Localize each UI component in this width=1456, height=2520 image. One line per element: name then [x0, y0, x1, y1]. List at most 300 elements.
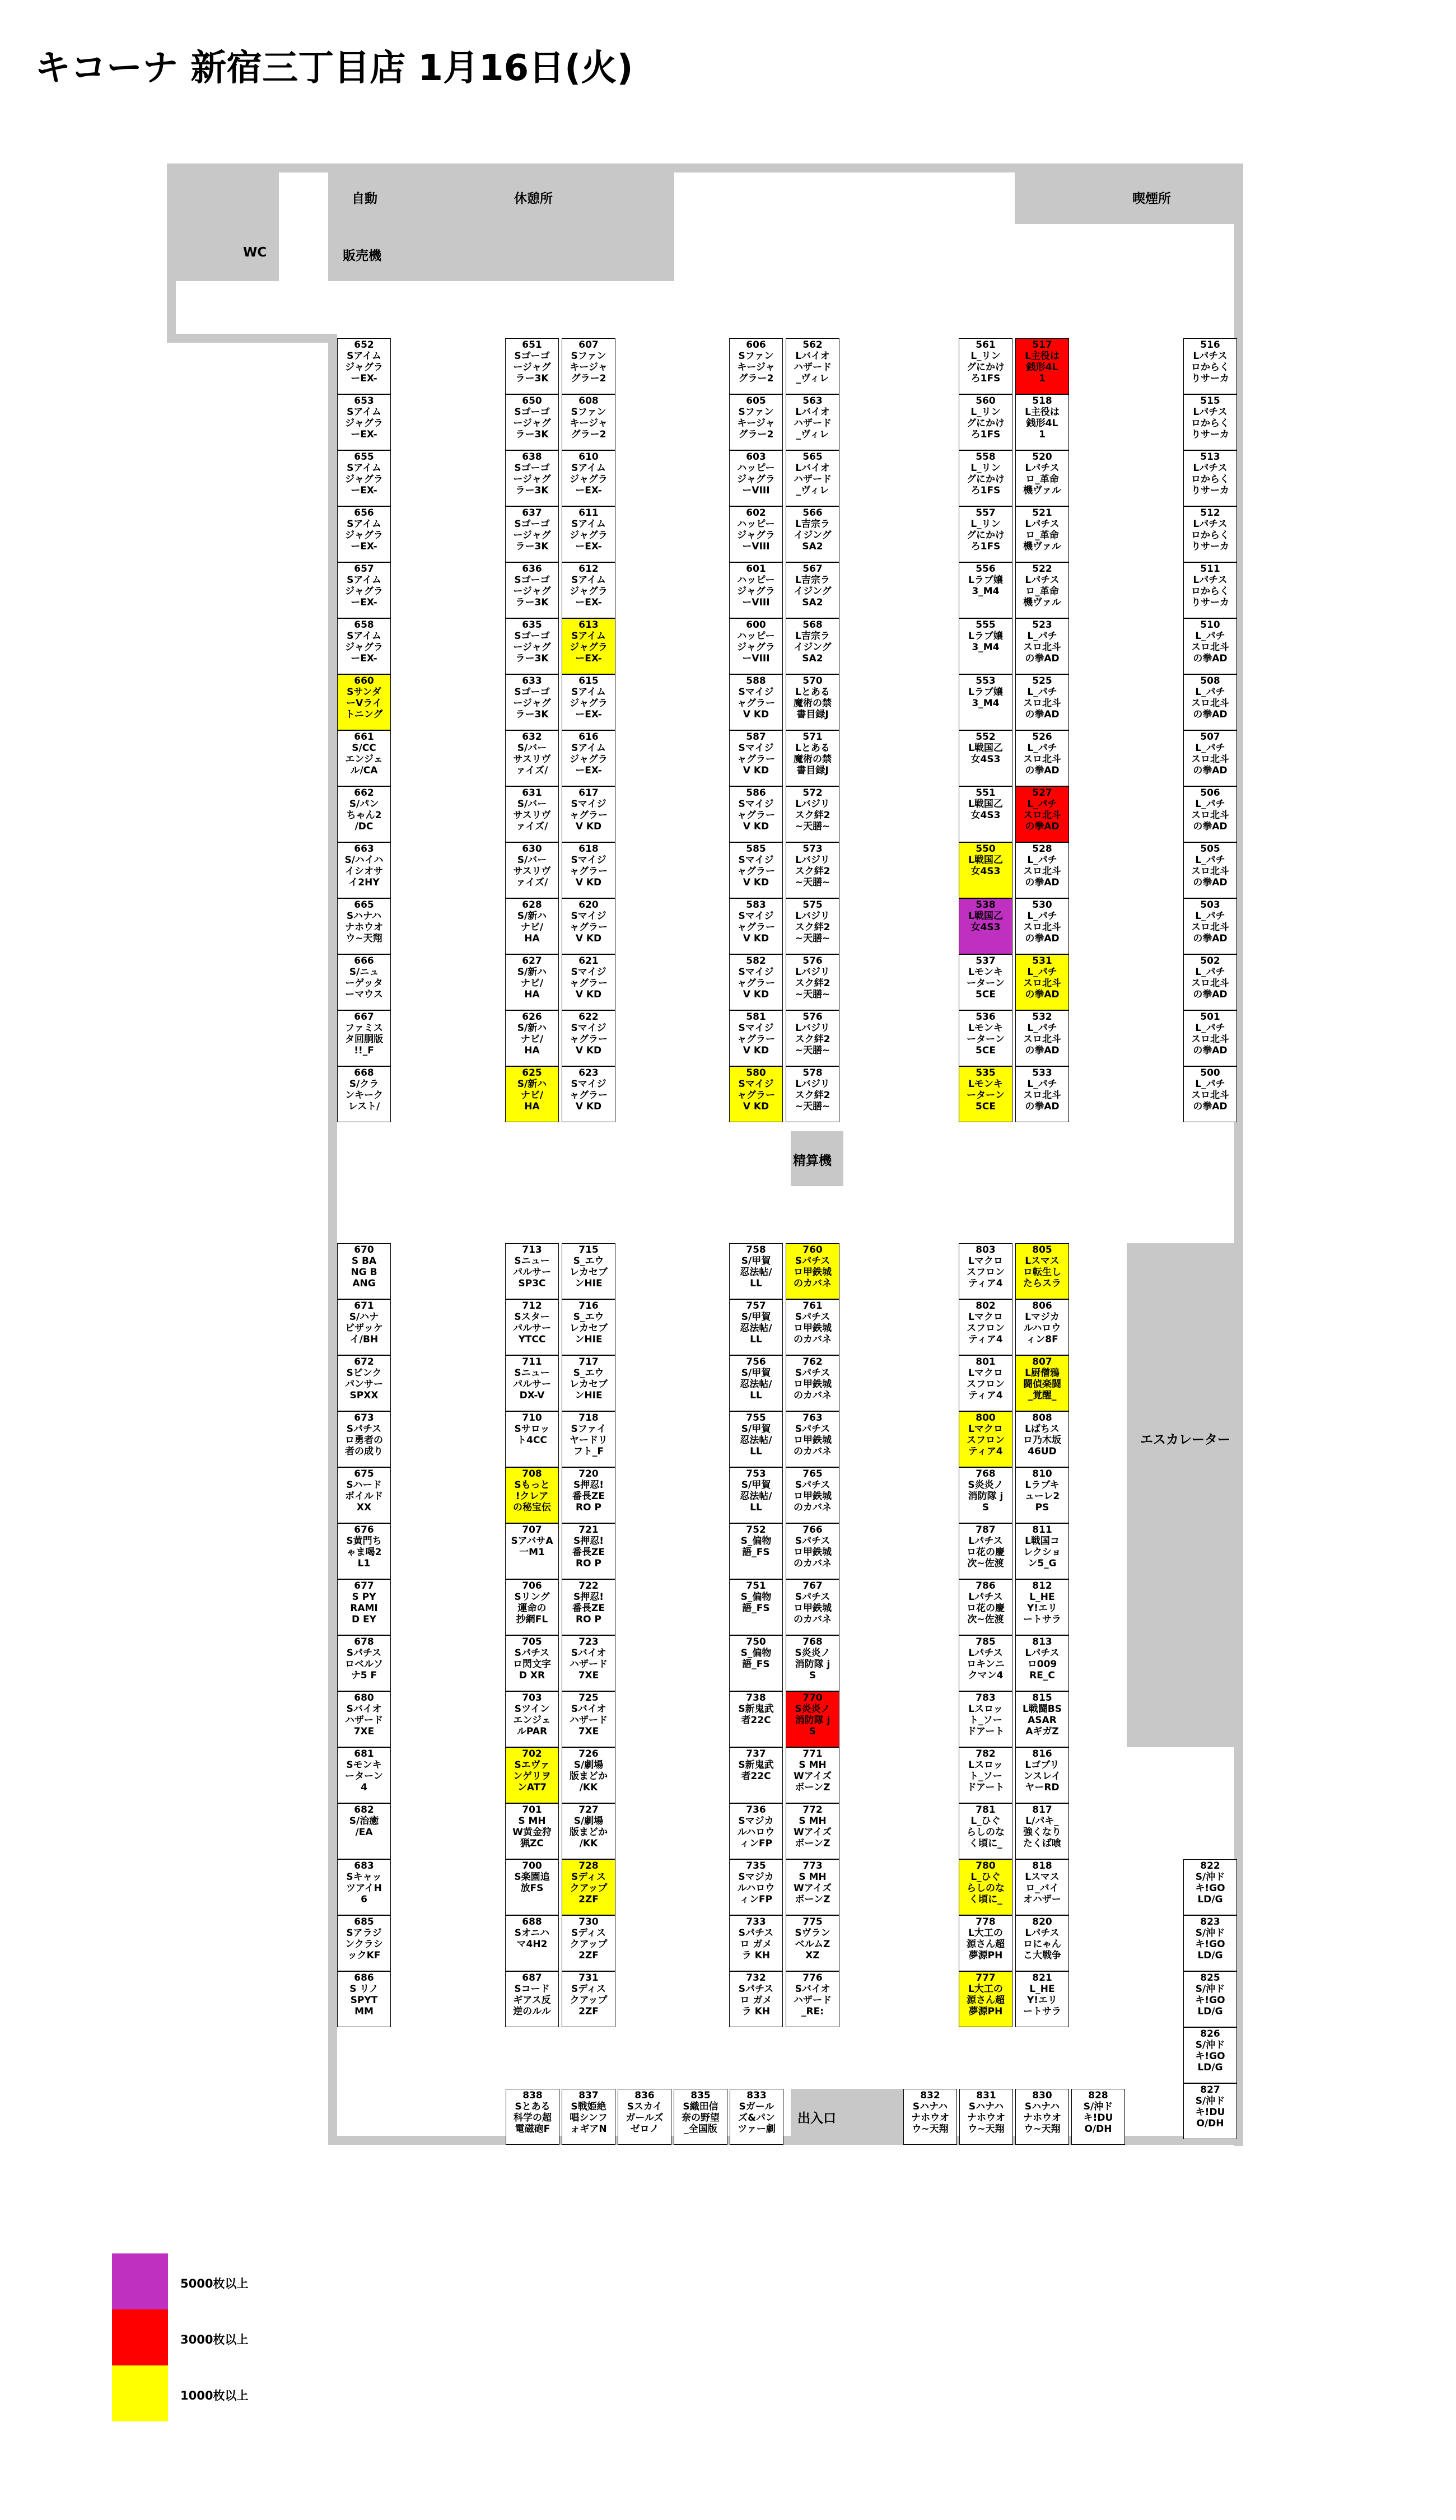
- machine-706[interactable]: [505, 1579, 559, 1635]
- machine-title: S炎炎ノ 消防隊 j S: [795, 1704, 830, 1737]
- machine-837[interactable]: [562, 2089, 615, 2145]
- machine-775[interactable]: [786, 1915, 839, 1971]
- machine-611[interactable]: [562, 506, 615, 562]
- machine-801[interactable]: [959, 1355, 1012, 1411]
- machine-812[interactable]: [1015, 1579, 1069, 1635]
- machine-title: Sパチス ロ ガメ ラ KH: [738, 1928, 774, 1961]
- machine-title: Sサロッ ト4CC: [514, 1424, 550, 1446]
- machine-736[interactable]: [729, 1803, 783, 1859]
- machine-title: Sマイジ ャグラー V KD: [737, 743, 775, 776]
- machine-581[interactable]: [729, 1010, 783, 1066]
- machine-606[interactable]: [729, 338, 783, 394]
- machine-707[interactable]: [505, 1523, 559, 1579]
- machine-750[interactable]: [729, 1635, 783, 1691]
- machine-title: Sマイジ ャグラー V KD: [737, 911, 775, 944]
- machine-836[interactable]: [618, 2089, 671, 2145]
- machine-773[interactable]: [786, 1859, 839, 1915]
- machine-610[interactable]: [562, 450, 615, 506]
- machine-556[interactable]: [959, 562, 1012, 618]
- machine-835[interactable]: [674, 2089, 727, 2145]
- machine-813[interactable]: [1015, 1635, 1069, 1691]
- machine-531[interactable]: [1015, 954, 1069, 1010]
- machine-570[interactable]: [786, 674, 839, 730]
- machine-616[interactable]: [562, 730, 615, 786]
- machine-557[interactable]: [959, 506, 1012, 562]
- machine-667[interactable]: [337, 1010, 391, 1066]
- machine-818[interactable]: [1015, 1859, 1069, 1915]
- machine-502[interactable]: [1183, 954, 1237, 1010]
- machine-number: 720: [578, 1468, 599, 1480]
- machine-number: 810: [1032, 1468, 1052, 1480]
- machine-701[interactable]: [505, 1803, 559, 1859]
- machine-number: 780: [976, 1860, 996, 1872]
- machine-673[interactable]: [337, 1411, 391, 1467]
- machine-525[interactable]: [1015, 674, 1069, 730]
- machine-number: 816: [1032, 1748, 1052, 1760]
- machine-735[interactable]: [729, 1859, 783, 1915]
- smoking-label: 喫煙所: [1132, 192, 1171, 206]
- machine-683[interactable]: [337, 1859, 391, 1915]
- machine-802[interactable]: [959, 1299, 1012, 1355]
- machine-number: 557: [976, 507, 996, 519]
- machine-522[interactable]: [1015, 562, 1069, 618]
- machine-600[interactable]: [729, 618, 783, 674]
- machine-528[interactable]: [1015, 842, 1069, 898]
- machine-508[interactable]: [1183, 674, 1237, 730]
- machine-638[interactable]: [505, 450, 559, 506]
- machine-753[interactable]: [729, 1467, 783, 1523]
- machine-772[interactable]: [786, 1803, 839, 1859]
- machine-687[interactable]: [505, 1971, 559, 2027]
- machine-number: 768: [802, 1636, 823, 1648]
- machine-number: 815: [1032, 1692, 1052, 1704]
- machine-805[interactable]: [1015, 1243, 1069, 1299]
- machine-820[interactable]: [1015, 1915, 1069, 1971]
- machine-567[interactable]: [786, 562, 839, 618]
- machine-575[interactable]: [786, 898, 839, 954]
- machine-505[interactable]: [1183, 842, 1237, 898]
- machine-658[interactable]: [337, 618, 391, 674]
- machine-710[interactable]: [505, 1411, 559, 1467]
- machine-number: 718: [578, 1412, 599, 1424]
- machine-number: 536: [976, 1011, 996, 1023]
- machine-527[interactable]: [1015, 786, 1069, 842]
- machine-500[interactable]: [1183, 1066, 1237, 1122]
- machine-title: S戦姫絶 唱シンフ ォギアN: [570, 2101, 608, 2135]
- lounge-label: 休憩所: [514, 192, 553, 206]
- machine-827[interactable]: [1183, 2083, 1237, 2139]
- machine-title: Sアイム ジャグラ ーEX-: [345, 519, 383, 552]
- machine-781[interactable]: [959, 1803, 1012, 1859]
- machine-517[interactable]: [1015, 338, 1069, 394]
- machine-516[interactable]: [1183, 338, 1237, 394]
- escalator-label: エスカレーター: [1140, 1432, 1230, 1447]
- machine-558[interactable]: [959, 450, 1012, 506]
- machine-670[interactable]: [337, 1243, 391, 1299]
- machine-title: L_リン グにかけ ろ1FS: [967, 519, 1005, 552]
- machine-number: 505: [1200, 843, 1220, 855]
- machine-778[interactable]: [959, 1915, 1012, 1971]
- machine-number: 821: [1032, 1972, 1052, 1984]
- machine-688[interactable]: [505, 1915, 559, 1971]
- machine-708[interactable]: [505, 1467, 559, 1523]
- machine-530[interactable]: [1015, 898, 1069, 954]
- machine-number: 517: [1032, 339, 1052, 351]
- machine-657[interactable]: [337, 562, 391, 618]
- machine-822[interactable]: [1183, 1859, 1237, 1915]
- machine-767[interactable]: [786, 1579, 839, 1635]
- machine-722[interactable]: [562, 1579, 615, 1635]
- machine-618[interactable]: [562, 842, 615, 898]
- machine-726[interactable]: [562, 1747, 615, 1803]
- machine-number: 523: [1032, 619, 1052, 631]
- machine-562[interactable]: [786, 338, 839, 394]
- machine-680[interactable]: [337, 1691, 391, 1747]
- machine-number: 772: [802, 1804, 823, 1816]
- machine-513[interactable]: [1183, 450, 1237, 506]
- machine-661[interactable]: [337, 730, 391, 786]
- machine-515[interactable]: [1183, 394, 1237, 450]
- machine-number: 513: [1200, 451, 1220, 463]
- machine-576[interactable]: [786, 954, 839, 1010]
- machine-506[interactable]: [1183, 786, 1237, 842]
- machine-title: S_偏物 語_FS: [740, 1592, 772, 1614]
- machine-758[interactable]: [729, 1243, 783, 1299]
- machine-536[interactable]: [959, 1010, 1012, 1066]
- machine-666[interactable]: [337, 954, 391, 1010]
- machine-663[interactable]: [337, 842, 391, 898]
- machine-title: Lパチス ロにゃん こ大戦争: [1023, 1928, 1061, 1961]
- machine-786[interactable]: [959, 1579, 1012, 1635]
- machine-578[interactable]: [786, 1066, 839, 1122]
- machine-756[interactable]: [729, 1355, 783, 1411]
- machine-727[interactable]: [562, 1803, 615, 1859]
- machine-title: Sバイオ ハザード _RE:: [794, 1984, 832, 2017]
- machine-538[interactable]: [959, 898, 1012, 954]
- machine-686[interactable]: [337, 1971, 391, 2027]
- machine-566[interactable]: [786, 506, 839, 562]
- machine-number: 511: [1200, 563, 1220, 575]
- machine-587[interactable]: [729, 730, 783, 786]
- machine-718[interactable]: [562, 1411, 615, 1467]
- machine-518[interactable]: [1015, 394, 1069, 450]
- machine-682[interactable]: [337, 1803, 391, 1859]
- machine-768[interactable]: [959, 1467, 1012, 1523]
- machine-572[interactable]: [786, 786, 839, 842]
- machine-615[interactable]: [562, 674, 615, 730]
- machine-number: 628: [522, 899, 542, 911]
- machine-626[interactable]: [505, 1010, 559, 1066]
- machine-823[interactable]: [1183, 1915, 1237, 1971]
- machine-number: 508: [1200, 675, 1220, 687]
- machine-507[interactable]: [1183, 730, 1237, 786]
- machine-title: Lバジリ スク絆2 ~天膳~: [795, 911, 830, 944]
- machine-585[interactable]: [729, 842, 783, 898]
- machine-787[interactable]: [959, 1523, 1012, 1579]
- machine-608[interactable]: [562, 394, 615, 450]
- machine-535[interactable]: [959, 1066, 1012, 1122]
- machine-783[interactable]: [959, 1691, 1012, 1747]
- machine-800[interactable]: [959, 1411, 1012, 1467]
- machine-612[interactable]: [562, 562, 615, 618]
- machine-762[interactable]: [786, 1355, 839, 1411]
- machine-503[interactable]: [1183, 898, 1237, 954]
- machine-number: 633: [522, 675, 542, 687]
- machine-607[interactable]: [562, 338, 615, 394]
- machine-700[interactable]: [505, 1859, 559, 1915]
- machine-620[interactable]: [562, 898, 615, 954]
- machine-803[interactable]: [959, 1243, 1012, 1299]
- machine-title: Lパチス ロ_革命 機ヴァル: [1023, 575, 1061, 608]
- machine-title: L_パチ スロ北斗 の拳AD: [1191, 1079, 1229, 1112]
- machine-677[interactable]: [337, 1579, 391, 1635]
- machine-806[interactable]: [1015, 1299, 1069, 1355]
- machine-828[interactable]: [1071, 2089, 1125, 2145]
- machine-833[interactable]: [730, 2089, 783, 2145]
- machine-705[interactable]: [505, 1635, 559, 1691]
- machine-582[interactable]: [729, 954, 783, 1010]
- machine-635[interactable]: [505, 618, 559, 674]
- machine-826[interactable]: [1183, 2027, 1237, 2083]
- machine-605[interactable]: [729, 394, 783, 450]
- machine-660[interactable]: [337, 674, 391, 730]
- machine-number: 622: [578, 1011, 599, 1023]
- machine-830[interactable]: [1015, 2089, 1069, 2145]
- machine-728[interactable]: [562, 1859, 615, 1915]
- machine-number: 686: [354, 1972, 374, 1984]
- machine-628[interactable]: [505, 898, 559, 954]
- machine-537[interactable]: [959, 954, 1012, 1010]
- machine-583[interactable]: [729, 898, 783, 954]
- machine-755[interactable]: [729, 1411, 783, 1467]
- machine-653[interactable]: [337, 394, 391, 450]
- machine-665[interactable]: [337, 898, 391, 954]
- machine-771[interactable]: [786, 1747, 839, 1803]
- machine-title: Sマイジ ャグラー V KD: [737, 1079, 775, 1112]
- machine-725[interactable]: [562, 1691, 615, 1747]
- machine-551[interactable]: [959, 786, 1012, 842]
- machine-number: 735: [746, 1860, 766, 1872]
- machine-738[interactable]: [729, 1691, 783, 1747]
- machine-763[interactable]: [786, 1411, 839, 1467]
- machine-number: 672: [354, 1356, 374, 1368]
- machine-617[interactable]: [562, 786, 615, 842]
- machine-number: 521: [1032, 507, 1052, 519]
- machine-671[interactable]: [337, 1299, 391, 1355]
- machine-651[interactable]: [505, 338, 559, 394]
- machine-815[interactable]: [1015, 1691, 1069, 1747]
- machine-623[interactable]: [562, 1066, 615, 1122]
- machine-717[interactable]: [562, 1355, 615, 1411]
- machine-838[interactable]: [506, 2089, 559, 2145]
- machine-825[interactable]: [1183, 1971, 1237, 2027]
- legend-swatch-1000: [112, 2365, 168, 2421]
- machine-number: 771: [802, 1748, 823, 1760]
- machine-622[interactable]: [562, 1010, 615, 1066]
- machine-821[interactable]: [1015, 1971, 1069, 2027]
- machine-title: Lパチス ロ花の慶 次~佐渡: [967, 1536, 1005, 1569]
- machine-715[interactable]: [562, 1243, 615, 1299]
- machine-765[interactable]: [786, 1467, 839, 1523]
- machine-553[interactable]: [959, 674, 1012, 730]
- machine-title: S/沖ド キ!GO LD/G: [1195, 2040, 1225, 2073]
- machine-title: Sニュー パルサー DX-V: [513, 1368, 551, 1401]
- machine-721[interactable]: [562, 1523, 615, 1579]
- machine-number: 770: [802, 1692, 823, 1704]
- machine-676[interactable]: [337, 1523, 391, 1579]
- machine-730[interactable]: [562, 1915, 615, 1971]
- machine-561[interactable]: [959, 338, 1012, 394]
- machine-title: S/劇場 版まどか /KK: [570, 1816, 608, 1849]
- machine-652[interactable]: [337, 338, 391, 394]
- machine-662[interactable]: [337, 786, 391, 842]
- machine-number: 601: [746, 563, 766, 575]
- machine-512[interactable]: [1183, 506, 1237, 562]
- machine-532[interactable]: [1015, 1010, 1069, 1066]
- machine-636[interactable]: [505, 562, 559, 618]
- machine-757[interactable]: [729, 1299, 783, 1355]
- machine-631[interactable]: [505, 786, 559, 842]
- machine-title: Sマイジ ャグラー V KD: [570, 967, 608, 1000]
- machine-number: 773: [802, 1860, 823, 1872]
- machine-637[interactable]: [505, 506, 559, 562]
- machine-number: 608: [578, 395, 599, 407]
- machine-770[interactable]: [786, 1691, 839, 1747]
- machine-656[interactable]: [337, 506, 391, 562]
- machine-title: Lパチス ロからく りサーカ: [1191, 407, 1229, 440]
- machine-601[interactable]: [729, 562, 783, 618]
- machine-title: Lパチス ロ花の慶 次~佐渡: [967, 1592, 1005, 1625]
- machine-711[interactable]: [505, 1355, 559, 1411]
- machine-668[interactable]: [337, 1066, 391, 1122]
- machine-831[interactable]: [959, 2089, 1013, 2145]
- machine-number: 755: [746, 1412, 766, 1424]
- machine-650[interactable]: [505, 394, 559, 450]
- machine-702[interactable]: [505, 1747, 559, 1803]
- machine-520[interactable]: [1015, 450, 1069, 506]
- machine-588[interactable]: [729, 674, 783, 730]
- machine-780[interactable]: [959, 1859, 1012, 1915]
- machine-title: S/新ハ ナビ/ HA: [517, 1079, 547, 1112]
- machine-580[interactable]: [729, 1066, 783, 1122]
- machine-number: 555: [976, 619, 996, 631]
- machine-title: S炎炎ノ 消防隊 j S: [968, 1480, 1004, 1513]
- machine-811[interactable]: [1015, 1523, 1069, 1579]
- machine-716[interactable]: [562, 1299, 615, 1355]
- machine-title: Lパチス ロキンニ クマン4: [967, 1648, 1005, 1681]
- machine-720[interactable]: [562, 1467, 615, 1523]
- machine-title: L_パチ スロ北斗 の拳AD: [1023, 687, 1061, 720]
- machine-title: S/治癒 /EA: [349, 1816, 379, 1838]
- machine-576[interactable]: [786, 1010, 839, 1066]
- machine-title: Lマクロ スフロン ティア4: [967, 1368, 1005, 1401]
- machine-565[interactable]: [786, 450, 839, 506]
- machine-681[interactable]: [337, 1747, 391, 1803]
- machine-510[interactable]: [1183, 618, 1237, 674]
- machine-603[interactable]: [729, 450, 783, 506]
- machine-number: 706: [522, 1580, 542, 1592]
- machine-713[interactable]: [505, 1243, 559, 1299]
- machine-555[interactable]: [959, 618, 1012, 674]
- machine-685[interactable]: [337, 1915, 391, 1971]
- machine-761[interactable]: [786, 1299, 839, 1355]
- machine-563[interactable]: [786, 394, 839, 450]
- machine-655[interactable]: [337, 450, 391, 506]
- machine-731[interactable]: [562, 1971, 615, 2027]
- machine-521[interactable]: [1015, 506, 1069, 562]
- machine-550[interactable]: [959, 842, 1012, 898]
- machine-625[interactable]: [505, 1066, 559, 1122]
- machine-760[interactable]: [786, 1243, 839, 1299]
- machine-752[interactable]: [729, 1523, 783, 1579]
- machine-title: L吉宗ラ イジング SA2: [794, 519, 832, 552]
- machine-title: S楽園追 放FS: [514, 1872, 550, 1894]
- machine-782[interactable]: [959, 1747, 1012, 1803]
- machine-526[interactable]: [1015, 730, 1069, 786]
- machine-703[interactable]: [505, 1691, 559, 1747]
- machine-523[interactable]: [1015, 618, 1069, 674]
- machine-678[interactable]: [337, 1635, 391, 1691]
- machine-776[interactable]: [786, 1971, 839, 2027]
- machine-number: 632: [522, 731, 542, 743]
- machine-title: L厨僧鴉 闘偵楽闘 _覚醒_: [1023, 1368, 1061, 1401]
- machine-title: Lスロッ ト_ソー ドアート: [967, 1760, 1005, 1793]
- machine-627[interactable]: [505, 954, 559, 1010]
- machine-number: 535: [976, 1067, 996, 1079]
- machine-816[interactable]: [1015, 1747, 1069, 1803]
- machine-732[interactable]: [729, 1971, 783, 2027]
- machine-number: 551: [976, 787, 996, 799]
- machine-title: S押忍! 番長ZE RO P: [572, 1480, 605, 1513]
- machine-633[interactable]: [505, 674, 559, 730]
- machine-621[interactable]: [562, 954, 615, 1010]
- machine-533[interactable]: [1015, 1066, 1069, 1122]
- machine-602[interactable]: [729, 506, 783, 562]
- machine-751[interactable]: [729, 1579, 783, 1635]
- machine-title: Sリング 運命の 抄網FL: [514, 1592, 550, 1625]
- machine-712[interactable]: [505, 1299, 559, 1355]
- machine-630[interactable]: [505, 842, 559, 898]
- machine-737[interactable]: [729, 1747, 783, 1803]
- machine-571[interactable]: [786, 730, 839, 786]
- machine-766[interactable]: [786, 1523, 839, 1579]
- machine-817[interactable]: [1015, 1803, 1069, 1859]
- machine-777[interactable]: [959, 1971, 1012, 2027]
- machine-560[interactable]: [959, 394, 1012, 450]
- machine-title: Lラブ嬢 3_M4: [968, 631, 1003, 653]
- machine-733[interactable]: [729, 1915, 783, 1971]
- machine-number: 658: [354, 619, 374, 631]
- machine-632[interactable]: [505, 730, 559, 786]
- machine-723[interactable]: [562, 1635, 615, 1691]
- machine-573[interactable]: [786, 842, 839, 898]
- machine-511[interactable]: [1183, 562, 1237, 618]
- machine-586[interactable]: [729, 786, 783, 842]
- machine-807[interactable]: [1015, 1355, 1069, 1411]
- machine-832[interactable]: [903, 2089, 957, 2145]
- machine-810[interactable]: [1015, 1467, 1069, 1523]
- machine-568[interactable]: [786, 618, 839, 674]
- machine-title: Sマイジ ャグラー V KD: [737, 687, 775, 720]
- machine-552[interactable]: [959, 730, 1012, 786]
- machine-672[interactable]: [337, 1355, 391, 1411]
- machine-675[interactable]: [337, 1467, 391, 1523]
- machine-785[interactable]: [959, 1635, 1012, 1691]
- machine-768[interactable]: [786, 1635, 839, 1691]
- machine-808[interactable]: [1015, 1411, 1069, 1467]
- machine-501[interactable]: [1183, 1010, 1237, 1066]
- machine-613[interactable]: [562, 618, 615, 674]
